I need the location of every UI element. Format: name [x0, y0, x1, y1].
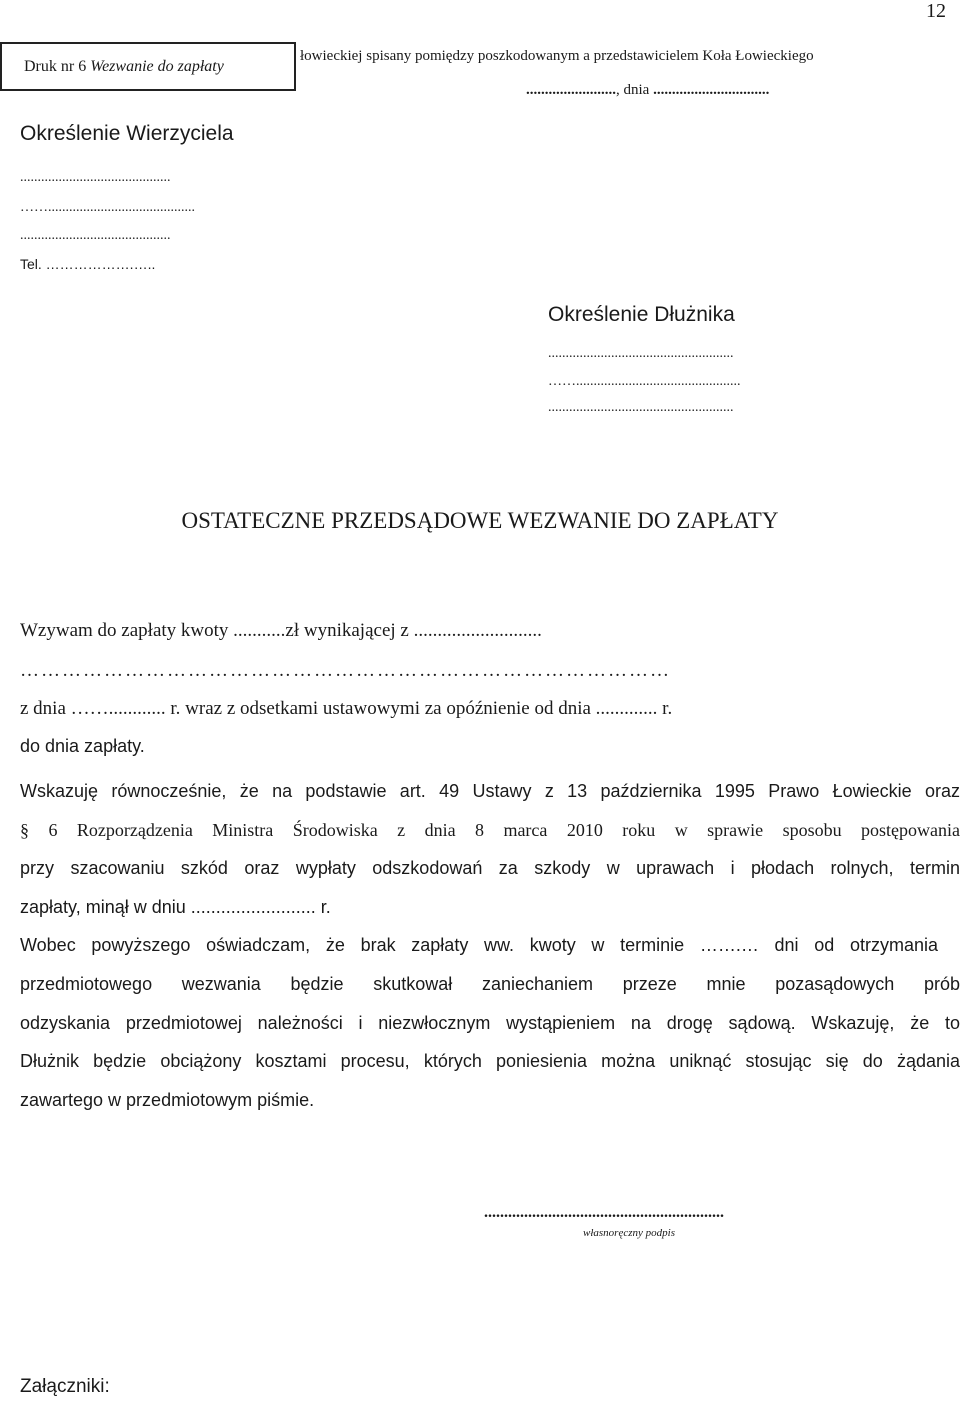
debtor-line-3: .....................................................	[548, 400, 734, 415]
paragraph-line: odzyskania przedmiotowej należności i niezwłocznym wystąpieniem na drogę sądową. Wskazuję, że to	[20, 1012, 960, 1033]
creditor-line-3: ...........................................	[20, 228, 171, 243]
creditor-line-2: ……..........................................	[20, 200, 195, 215]
signature-label: własnoręczny podpis	[583, 1227, 675, 1239]
date-field: ...............................	[653, 82, 770, 98]
from-date-line: z dnia ……............ r. wraz z odsetkami ustawowymi za opóźnienie od dnia ............. r.	[20, 698, 673, 719]
creditor-line-1: ...........................................	[20, 170, 171, 185]
paragraph-line: zapłaty, minął w dniu ......................... r.	[20, 896, 331, 917]
date-prefix: , dnia	[616, 82, 654, 98]
debtor-line-1: .....................................................	[548, 346, 734, 361]
to-date-line: do dnia zapłaty.	[20, 736, 145, 756]
debtor-line-2: ……...............................................	[548, 374, 741, 389]
header-strip-text: łowieckiej spisany pomiędzy poszkodowanym a przedstawicielem Koła Łowieckiego	[300, 48, 814, 64]
paragraph-line: Dłużnik będzie obciążony kosztami procesu, których poniesienia można uniknąć stosując się do żądania	[20, 1051, 960, 1072]
creditor-phone: Tel. ……………….…..	[20, 256, 156, 272]
attachments-label: Załączniki:	[20, 1376, 110, 1397]
form-label-box	[0, 42, 296, 91]
paragraph-line: przedmiotowego wezwania będzie skutkował zaniechaniem przeze mnie pozasądowych prób	[20, 973, 960, 994]
page-number: 12	[926, 0, 946, 22]
blank-fill-line: …………………………………………………………………………………	[20, 660, 671, 681]
creditor-heading: Określenie Wierzyciela	[20, 122, 234, 145]
signature-field: ............................................................	[484, 1204, 724, 1221]
document-title: OSTATECZNE PRZEDSĄDOWE WEZWANIE DO ZAPŁATY	[181, 508, 779, 533]
debtor-heading: Określenie Dłużnika	[548, 303, 735, 326]
paragraph-line: Wskazuję równocześnie, że na podstawie art. 49 Ustawy z 13 października 1995 Prawo Łowieckie oraz	[20, 781, 960, 801]
form-number: Druk nr 6	[24, 57, 91, 75]
place-field: ........................	[526, 82, 616, 98]
form-title: Wezwanie do zapłaty	[90, 57, 224, 75]
place-date-line	[526, 82, 769, 99]
paragraph-line: przy szacowaniu szkód oraz wypłaty odszkodowań za szkody w uprawach i płodach rolnych, termin	[20, 858, 960, 879]
paragraph-line: zawartego w przedmiotowym piśmie.	[20, 1089, 315, 1110]
paragraph-line: § 6 Rozporządzenia Ministra Środowiska z dnia 8 marca 2010 roku w sprawie sposobu postępowania	[20, 819, 960, 840]
demand-line: Wzywam do zapłaty kwoty ...........zł wynikającej z ...........................	[20, 620, 542, 641]
paragraph-line: Wobec powyższego oświadczam, że brak zapłaty ww. kwoty w terminie …….… dni od otrzymania	[20, 935, 938, 956]
legal-basis-paragraph	[20, 772, 960, 1119]
